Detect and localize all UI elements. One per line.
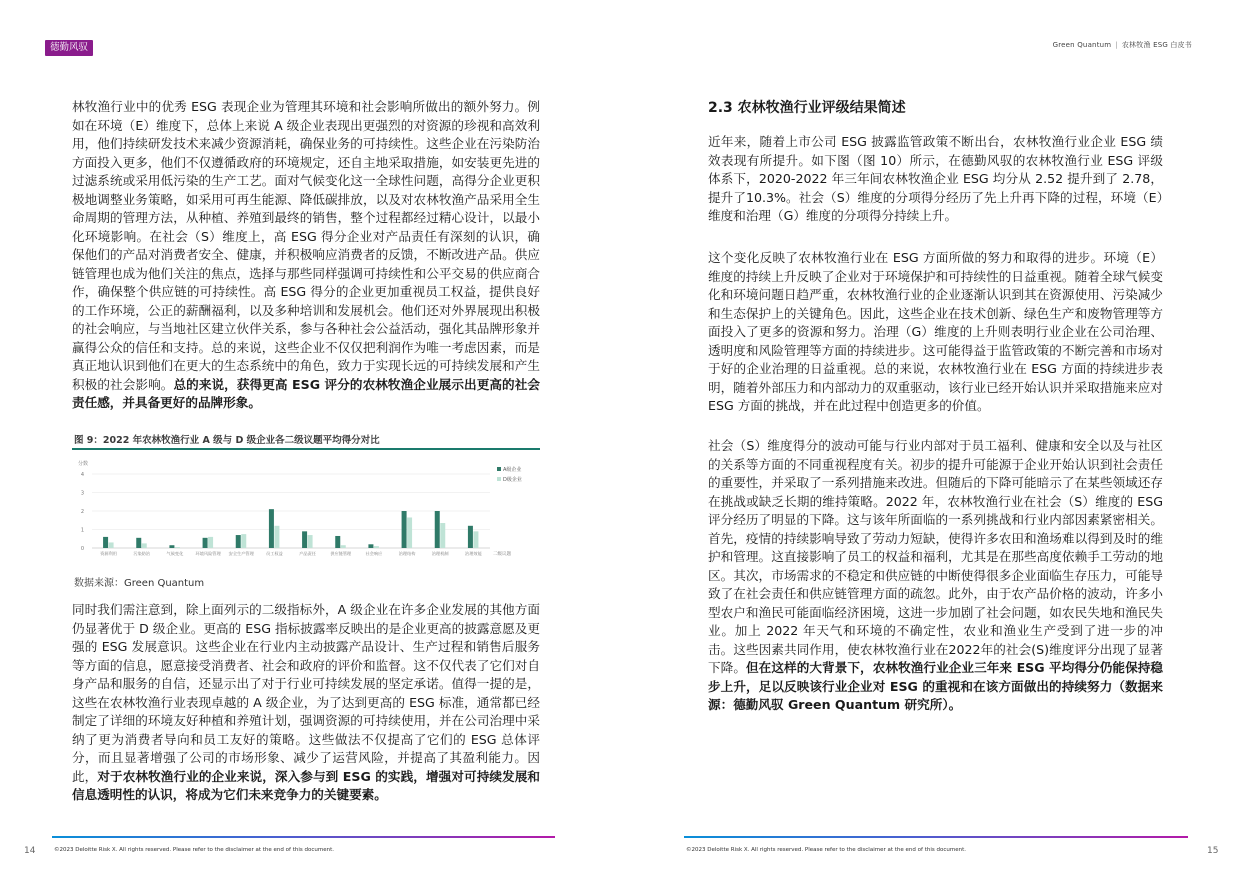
x-axis-label: 二级议题 [493, 552, 511, 557]
chart-bar [341, 545, 346, 548]
y-tick-label: 0 [80, 546, 84, 552]
x-tick-label: 环境风险管理 [195, 551, 221, 556]
chart-bar [402, 511, 407, 548]
bar-chart [72, 452, 540, 569]
chart-bar [274, 526, 279, 548]
chart-bar [368, 544, 373, 548]
right-paragraph-3 [708, 437, 1163, 715]
right-paragraph-2: 这个变化反映了农林牧渔行业在 ESG 方面所做的努力和取得的进步。环境（E）维度的持续上升反映了企业对于环境保护和可持续性的日益重视。随着全球气候变化和环境问题日趋严重，农林牧渔行业的企业逐渐认识到其在资源使用、污染减少和生态保护上的关键角色。因此，这些企业在技术创新、绿色生产和废物管理等方面投入了更多的资源和努力。治理（G）维度的上升则表明行业企业在公司治理、透明度和风险管理等方面的持续进步。这可能得益于监管政策的不断完善和市场对于好的企业治理的日益重视。总的来说，农林牧渔行业在 ESG 方面的持续进步表明，随着外部压力和内部动力的双重驱动，该行业已经开始认识并采取措施来应对 ESG 方面的挑战，并在此过程中创造更多的价值。 [708, 250, 1163, 413]
footer-rule-left [52, 836, 555, 838]
footer-copyright-left: ©2023 Deloitte Risk X. All rights reserved. Please refer to the disclaimer at the end of this document. [54, 847, 334, 853]
x-tick-label: 安全生产管理 [228, 551, 254, 556]
chart-bar [208, 537, 213, 548]
header-brand: Green Quantum [1052, 41, 1112, 49]
left-p2-text: 同时我们需注意到，除上面列示的二级指标外，A 级企业在许多企业发展的其他方面仍显著优于 D 级企业。更高的 ESG 指标披露率反映出的是企业更高的披露意愿及更强的 ESG 发展意识。这些企业在行业内主动披露产品设计、生产过程和销售后服务等方面的信息，愿意接受消费者、社会和政府的评价和监督。这不仅代表了它们对自身产品和服务的自信，还显示出了对于行业可持续发展的坚定承诺。值得一提的是，这些在农林牧渔行业表现卓越的 A 级企业，为了达到更高的 ESG 标准，通常都已经制定了详细的环境友好种植和养殖计划，强调资源的可持续使用，并在公司治理中采纳了更为消费者导向和员工友好的策略。这些做法不仅提高了它们的 ESG 总体评分，而且显著增强了公司的市场形象、减少了运营风险，并提高了其盈利能力。因此， [72, 602, 540, 784]
y-axis-label: 分数 [78, 461, 89, 467]
chart-bar [142, 543, 147, 548]
x-tick-label: 治理效能 [465, 551, 482, 556]
chart-bar [473, 531, 478, 548]
chart-bar [308, 535, 313, 548]
y-tick-label: 3 [80, 490, 84, 497]
brand-tag: 德勤风驭 [45, 40, 93, 56]
legend-label: D级企业 [503, 477, 522, 483]
chart-bar [241, 534, 246, 548]
chart-bar [302, 531, 307, 548]
x-tick-label: 产品责任 [299, 551, 316, 556]
header-separator: | [1115, 41, 1118, 49]
left-p1-text: 林牧渔行业中的优秀 ESG 表现企业为管理其环境和社会影响所做出的额外努力。例如在环境（E）维度下，总体上来说 A 级企业表现出更强烈的对资源的珍视和高效利用，他们持续研发技术来减少资源消耗，确保业务的可持续性。这些企业在污染防治方面投入更多，他们不仅遵循政府的环境规定，还自主地采取措施，如安装更先进的过滤系统或采用低污染的生产工艺。面对气候变化这一全球性问题，高得分企业更积极地调整业务策略，如采用可再生能源、降低碳排放，以及对农林牧渔产品采用全生命周期的管理方法，从种植、养殖到最终的销售，整个过程都经过精心设计，以最小化环境影响。在社会（S）维度上，高 ESG 得分企业对产品责任有深刻的认识，确保他们的产品对消费者安全、健康，并积极响应消费者的反馈，不断改进产品。供应链管理也成为他们关注的焦点，选择与那些同样强调可持续性和公平交易的供应商合作，确保整个供应链的可持续性。高 ESG 得分的企业更加重视员工权益，提供良好的工作环境，公正的薪酬福利，以及多种培训和发展机会。他们还对外界展现出积极的社会响应，与当地社区建立伙伴关系，参与各种社会公益活动，强化其品牌形象并赢得公众的信任和支持。总的来说，这些企业不仅仅把利润作为唯一考虑因素，而是真正地认识到他们在更大的生态系统中的角色，致力于实现长远的可持续发展和产生积极的社会影响。 [72, 99, 540, 392]
x-tick-label: 员工权益 [266, 551, 283, 556]
x-tick-label: 资源利用 [100, 551, 117, 556]
footer-rule-right [684, 836, 1188, 838]
left-p2-bold: 对于农林牧渔行业的企业来说，深入参与到 ESG 的实践，增强对可持续发展和信息透明性的认识，将成为它们未来竞争力的关键要素。 [72, 768, 541, 802]
chart-bar [407, 517, 412, 548]
legend-swatch [497, 467, 501, 471]
left-paragraph-1 [72, 98, 540, 413]
chart-bar [109, 542, 114, 548]
footer-copyright-right: ©2023 Deloitte Risk X. All rights reserved. Please refer to the disclaimer at the end of this document. [686, 847, 966, 853]
x-tick-label: 治理结构 [398, 551, 416, 556]
legend-label: A级企业 [503, 467, 522, 473]
x-tick-label: 供应链管理 [330, 551, 352, 556]
chart-bar [203, 538, 208, 548]
x-tick-label: 气候变化 [166, 551, 184, 556]
y-tick-label: 4 [80, 472, 84, 478]
chart-bar [103, 537, 108, 548]
left-p1-bold: 总的来说，获得更高 ESG 评分的农林牧渔企业展示出更高的社会责任感，并具备更好的品牌形象。 [72, 376, 541, 410]
chart-bar [335, 536, 340, 548]
figure-title-rule [72, 448, 540, 450]
figure-title: 图 9：2022 年农林牧渔行业 A 级与 D 级企业各二级议题平均得分对比 [74, 435, 380, 446]
y-tick-label: 2 [80, 509, 84, 515]
bar-chart-svg [72, 452, 540, 569]
x-tick-label: 治理机制 [431, 551, 449, 556]
chart-bar [236, 535, 241, 548]
page-number-right: 15 [1207, 846, 1219, 856]
left-paragraph-2 [72, 601, 540, 805]
header-title: 农林牧渔 ESG 白皮书 [1121, 41, 1192, 49]
figure-source: 数据来源：Green Quantum [74, 578, 205, 589]
chart-bar [374, 546, 379, 548]
y-tick-label: 1 [80, 527, 84, 534]
right-p3-text: 社会（S）维度得分的波动可能与行业内部对于员工福利、健康和安全以及与社区的关系等方面的不同重视程度有关。初步的提升可能源于企业开始认识到社会责任的重要性，并采取了一系列措施来改进。但随后的下降可能暗示了在某些领域还存在挑战或缺乏长期的维持策略。2022 年，农林牧渔行业在社会（S）维度的 ESG 评分经历了明显的下降。这与该年所面临的一系列挑战和行业内部因素紧密相关。首先，疫情的持续影响导致了劳动力短缺，使得许多农田和渔场难以得到及时的维护和管理。这直接影响了员工的权益和福利，尤其是在那些高度依赖手工劳动的地区。其次，市场需求的不稳定和供应链的中断使得很多企业面临生存压力，可能导致了在社会责任和供应链管理方面的疏忽。此外，由于农产品价格的波动，许多小型农户和渔民可能面临经济困境，这进一步加剧了社会问题，如农民失地和渔民失业。加上 2022 年天气和环境的不确定性，农业和渔业生产受到了进一步的冲击。这些因素共同作用，使农林牧渔行业在2022年的社会(S)维度评分出现了显著下降。 [708, 438, 1163, 675]
chart-bar [169, 545, 174, 548]
page-number-left: 14 [24, 846, 36, 856]
chart-bar [269, 509, 274, 548]
running-header [1053, 40, 1192, 50]
chart-bar [175, 547, 180, 548]
chart-bar [435, 511, 440, 548]
x-tick-label: 社会响应 [365, 551, 383, 556]
right-paragraph-1: 近年来，随着上市公司 ESG 披露监管政策不断出台，农林牧渔行业企业 ESG 绩效表现有所提升。如下图（图 10）所示，在德勤风驭的农林牧渔行业 ESG 评级体系下，2020-2022 年三年间农林牧渔企业 ESG 均分从 2.52 提升到了 2.78，提升了10.3%。社会（S）维度的分项得分经历了先上升再下降的过程，环境（E）维度和治理（G）维度的分项得分持续上升。 [708, 134, 1163, 223]
x-tick-label: 污染防治 [133, 551, 151, 556]
section-title: 2.3 农林牧渔行业评级结果简述 [708, 100, 906, 116]
chart-bar [468, 526, 473, 548]
right-p3-bold: 但在这样的大背景下，农林牧渔行业企业三年来 ESG 平均得分仍能保持稳步上升，足以反映该行业企业对 ESG 的重视和在该方面做出的持续努力（数据来源：德勤风驭 Green Quantum 研究所）。 [708, 660, 1164, 712]
legend-swatch [497, 477, 501, 481]
chart-bar [136, 538, 141, 548]
chart-bar [440, 523, 445, 548]
